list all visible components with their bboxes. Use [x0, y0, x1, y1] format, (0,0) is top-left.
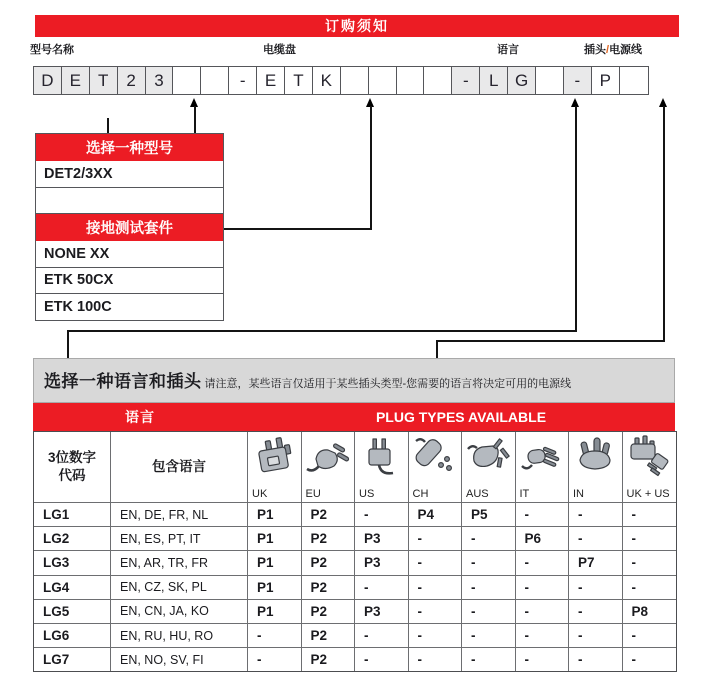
plug-code-cell: -	[462, 648, 516, 671]
plug-code-cell: P2	[302, 551, 356, 574]
model-code-cell: G	[508, 67, 536, 94]
plug-code-cell: P2	[302, 624, 356, 647]
plug-column-header	[462, 432, 516, 502]
language-section-title: 选择一种语言和插头	[44, 372, 202, 391]
model-row: DET2/3XX	[44, 165, 113, 182]
plug-column-header	[516, 432, 570, 502]
plug-code-cell: -	[516, 576, 570, 599]
plug-code-cell: -	[631, 507, 636, 523]
plug-code-cell: P7	[569, 551, 623, 574]
plug-column-label: AUS	[466, 488, 489, 500]
table-row	[34, 576, 676, 600]
plug-code-cell: -	[631, 579, 636, 595]
model-code-cell: T	[285, 67, 313, 94]
plug-column-label: CH	[412, 488, 429, 500]
included-languages-cell: EN, RU, HU, RO	[111, 624, 248, 647]
label-model-name: 型号名称	[30, 44, 74, 56]
plug-code-cell: P3	[355, 527, 409, 550]
model-code-cell: -	[452, 67, 480, 94]
model-code-cell: L	[480, 67, 508, 94]
model-code-cell: K	[313, 67, 341, 94]
select-model-header: 选择一种型号	[36, 134, 223, 161]
plug-code-cell: P1	[248, 551, 302, 574]
plug-code-cell: -	[569, 600, 623, 623]
model-code-cell	[369, 67, 397, 94]
plug-code-cell: -	[355, 648, 409, 671]
table-row	[34, 624, 676, 648]
plug-code-cell: -	[631, 628, 636, 644]
included-languages-cell: EN, CZ, SK, PL	[111, 576, 248, 599]
plug-code-cell: -	[462, 527, 516, 550]
plug-column-label: IT	[519, 488, 530, 500]
label-power-cord-part: 电源线	[609, 44, 643, 56]
in-plug-icon	[572, 432, 618, 484]
code-column-header	[34, 432, 111, 502]
plug-column-label: US	[359, 488, 375, 500]
plug-code-cell: -	[631, 555, 636, 571]
model-code-cell: 3	[146, 67, 174, 94]
plug-code-cell: P2	[302, 527, 356, 550]
plug-column-header	[248, 432, 302, 502]
table-header-row	[34, 432, 676, 503]
plug-code-cell: -	[569, 503, 623, 526]
language-plug-table	[33, 431, 677, 672]
code-header-line2: 代码	[58, 468, 86, 483]
plug-code-cell: -	[516, 600, 570, 623]
plug-code-cell: P3	[355, 551, 409, 574]
plug-code-cell: P1	[248, 576, 302, 599]
model-code-cell	[341, 67, 369, 94]
plug-column-label: IN	[573, 488, 584, 500]
model-code-cell: T	[90, 67, 118, 94]
plug-code-cell: -	[355, 503, 409, 526]
earth-test-kit-header: 接地测试套件	[36, 213, 223, 241]
language-code-cell: LG1	[34, 503, 111, 526]
plug-code-cell: -	[248, 648, 302, 671]
table-band	[33, 403, 675, 431]
model-code-row	[33, 66, 649, 95]
plug-code-cell: P2	[302, 503, 356, 526]
plug-code-cell: -	[569, 576, 623, 599]
table-row	[34, 648, 676, 671]
plug-code-cell: -	[462, 551, 516, 574]
model-code-cell: E	[257, 67, 285, 94]
plug-code-cell: P2	[302, 600, 356, 623]
plug-code-cell: -	[248, 624, 302, 647]
plug-column-header	[355, 432, 409, 502]
plug-code-cell: -	[462, 600, 516, 623]
plug-code-cell: -	[569, 527, 623, 550]
uk-us-plug-icon	[626, 432, 672, 484]
model-code-cell	[424, 67, 452, 94]
plug-code-cell: -	[516, 503, 570, 526]
model-code-cell	[173, 67, 201, 94]
language-code-cell: LG7	[34, 648, 111, 671]
plug-code-cell: P6	[516, 527, 570, 550]
page-title: 订购须知	[35, 15, 679, 37]
plug-code-cell: -	[462, 576, 516, 599]
connector-line	[575, 106, 577, 332]
model-code-cell	[536, 67, 564, 94]
kit-row: ETK 50CX	[36, 267, 223, 294]
uk-plug-icon	[251, 432, 297, 484]
languages-column-header: 包含语言	[111, 432, 248, 502]
band-language-label: 语言	[125, 409, 155, 425]
ch-plug-icon	[412, 432, 458, 484]
plug-code-cell: P2	[302, 576, 356, 599]
kit-row: NONE XX	[44, 245, 110, 262]
language-code-cell: LG6	[34, 624, 111, 647]
model-code-cell: 2	[118, 67, 146, 94]
plug-code-cell: P5	[462, 503, 516, 526]
label-plug-power-cord	[584, 41, 642, 57]
language-section-note: 请注意，某些语言仅适用于某些插头类型-您需要的语言将决定可用的电源线	[204, 378, 572, 390]
label-cable-reel: 电缆盘	[263, 44, 296, 56]
label-plug-part: 插头	[584, 44, 606, 56]
plug-code-cell: -	[355, 624, 409, 647]
model-code-cell: P	[592, 67, 620, 94]
model-code-cell: E	[62, 67, 90, 94]
plug-code-cell: -	[516, 648, 570, 671]
included-languages-cell: EN, DE, FR, NL	[111, 503, 248, 526]
connector-line	[194, 106, 196, 134]
plug-code-cell: -	[409, 527, 463, 550]
code-header-line1: 3位数字	[47, 449, 96, 465]
plug-column-header	[623, 432, 677, 502]
plug-code-cell: -	[409, 576, 463, 599]
plug-column-header	[302, 432, 356, 502]
model-code-cell	[620, 67, 648, 94]
table-row	[34, 551, 676, 575]
plug-code-cell: -	[409, 624, 463, 647]
plug-column-label: UK + US	[626, 488, 670, 500]
model-code-cell: -	[564, 67, 592, 94]
us-plug-icon	[358, 432, 404, 484]
connector-tick	[107, 118, 109, 134]
plug-code-cell: -	[462, 624, 516, 647]
model-selection-box	[35, 133, 224, 321]
connector-line	[222, 228, 371, 230]
connector-line	[370, 106, 372, 230]
aus-plug-icon	[465, 432, 511, 484]
plug-code-cell: -	[631, 531, 636, 547]
connector-line	[436, 340, 438, 358]
plug-code-cell: -	[569, 648, 623, 671]
plug-code-cell: -	[355, 576, 409, 599]
plug-code-cell: -	[516, 551, 570, 574]
language-section-header	[33, 358, 675, 403]
plug-code-cell: -	[409, 600, 463, 623]
language-code-cell: LG5	[34, 600, 111, 623]
plug-code-cell: -	[631, 652, 636, 668]
plug-code-cell: P4	[409, 503, 463, 526]
kit-row: ETK 100C	[36, 293, 223, 320]
plug-code-cell: -	[569, 624, 623, 647]
band-plug-types-label: PLUG TYPES AVAILABLE	[375, 409, 547, 425]
included-languages-cell: EN, AR, TR, FR	[111, 551, 248, 574]
plug-code-cell: P1	[248, 503, 302, 526]
included-languages-cell: EN, CN, JA, KO	[111, 600, 248, 623]
connector-line	[67, 330, 576, 332]
plug-column-label: UK	[252, 488, 268, 500]
model-code-cell	[201, 67, 229, 94]
model-code-cell	[397, 67, 425, 94]
connector-line	[663, 106, 665, 342]
it-plug-icon	[519, 432, 565, 484]
table-row	[34, 527, 676, 551]
model-code-cell: D	[34, 67, 62, 94]
language-code-cell: LG4	[34, 576, 111, 599]
language-code-cell: LG2	[34, 527, 111, 550]
connector-line	[67, 330, 69, 358]
plug-code-cell: P2	[302, 648, 356, 671]
language-code-cell: LG3	[34, 551, 111, 574]
plug-code-cell: P8	[631, 603, 649, 619]
included-languages-cell: EN, NO, SV, FI	[111, 648, 248, 671]
plug-column-header	[569, 432, 623, 502]
plug-code-cell: -	[409, 551, 463, 574]
model-row-empty	[36, 187, 223, 214]
table-row	[34, 503, 676, 527]
table-row	[34, 600, 676, 624]
plug-code-cell: P1	[248, 527, 302, 550]
plug-code-cell: -	[409, 648, 463, 671]
connector-line	[436, 340, 664, 342]
model-code-cell: -	[229, 67, 257, 94]
plug-column-header	[409, 432, 463, 502]
plug-column-label: EU	[305, 488, 321, 500]
plug-code-cell: -	[516, 624, 570, 647]
plug-code-cell: P1	[248, 600, 302, 623]
label-language: 语言	[497, 44, 519, 56]
included-languages-cell: EN, ES, PT, IT	[111, 527, 248, 550]
eu-plug-icon	[305, 432, 351, 484]
label-slash: /	[606, 44, 610, 56]
plug-code-cell: P3	[355, 600, 409, 623]
